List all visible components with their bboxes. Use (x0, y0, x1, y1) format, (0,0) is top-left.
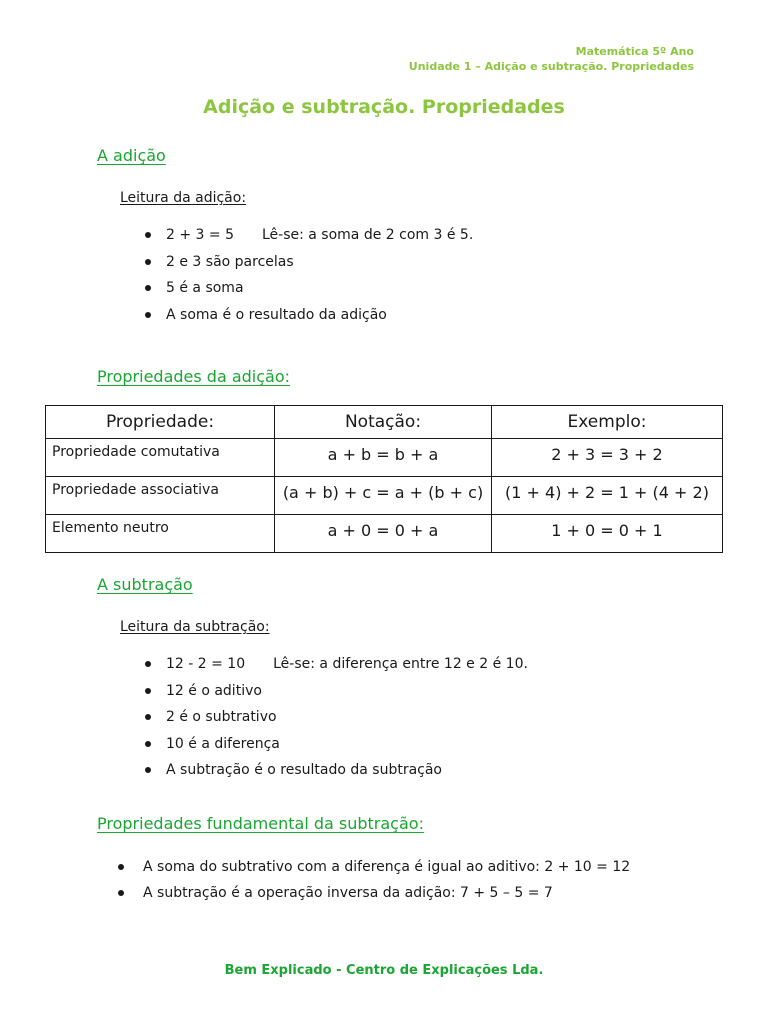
table-row (46, 439, 723, 477)
table-cell-property: Elemento neutro (46, 515, 275, 553)
header-unit: Unidade 1 – Adição e subtração. Propriedades (408, 60, 694, 73)
table-cell-notation: (a + b) + c = a + (b + c) (275, 477, 492, 515)
table-cell-example: 2 + 3 = 3 + 2 (492, 439, 723, 477)
adicao-bullet-list (145, 226, 473, 332)
list-item (145, 279, 473, 306)
properties-table (45, 405, 723, 553)
bullet-text: A soma do subtrativo com a diferença é igual ao aditivo: 2 + 10 = 12 (143, 859, 631, 875)
table-cell-notation: a + b = b + a (275, 439, 492, 477)
table-row (46, 477, 723, 515)
bullet-extra-text: Lê-se: a soma de 2 com 3 é 5. (261, 227, 474, 243)
heading-text: Propriedades fundamental da subtração (97, 814, 419, 833)
bullet-icon (145, 232, 151, 238)
table-cell-property: Propriedade comutativa (46, 439, 275, 477)
page-title: Adição e subtração. Propriedades (203, 96, 565, 118)
table-header-cell: Notação: (275, 406, 492, 439)
list-item (118, 884, 630, 910)
list-item (145, 735, 528, 762)
bullet-icon (118, 890, 124, 896)
heading-suffix: : (284, 367, 291, 386)
table-header-cell: Exemplo: (492, 406, 723, 439)
bullet-text: 12 é o aditivo (166, 682, 262, 699)
section-heading-propriedades-adicao (97, 367, 290, 386)
bullet-text: 2 e 3 são parcelas (166, 253, 294, 270)
propriedades-subtracao-bullet-list (118, 858, 630, 910)
section-heading-propriedades-subtracao (97, 814, 424, 833)
bullet-icon (145, 259, 151, 265)
table-header-row (46, 406, 723, 439)
table-cell-notation: a + 0 = 0 + a (275, 515, 492, 553)
table-row (46, 515, 723, 553)
page-footer: Bem Explicado - Centro de Explicações Lda. (224, 963, 544, 978)
list-item (145, 655, 528, 682)
bullet-text: 5 é a soma (166, 280, 244, 296)
bullet-text: 2 é o subtrativo (166, 709, 277, 725)
list-item (145, 682, 528, 709)
section-heading-adicao: A adição (97, 146, 166, 165)
list-item (145, 253, 473, 280)
heading-suffix: : (418, 814, 424, 833)
bullet-icon (145, 661, 151, 667)
bullet-icon (145, 714, 151, 720)
bullet-text: A subtração é o resultado da subtração (166, 762, 443, 778)
leitura-adicao-label: Leitura da adição: (120, 190, 247, 206)
list-item (145, 306, 473, 333)
bullet-text: 2 + 3 = 5 (166, 227, 234, 243)
bullet-icon (118, 864, 124, 870)
bullet-text: A subtração é a operação inversa da adição: 7 + 5 – 5 = 7 (143, 885, 553, 901)
list-item (118, 858, 630, 884)
list-item (145, 226, 473, 253)
bullet-icon (145, 688, 151, 694)
bullet-text: A soma é o resultado da adição (166, 306, 387, 323)
list-item (145, 761, 528, 788)
table-cell-example: (1 + 4) + 2 = 1 + (4 + 2) (492, 477, 723, 515)
bullet-text: 10 é a diferença (166, 735, 280, 752)
bullet-icon (145, 312, 151, 318)
leitura-subtracao-label: Leitura da subtração: (120, 619, 270, 635)
subtracao-bullet-list (145, 655, 528, 788)
heading-text: Propriedades da adição (97, 367, 285, 386)
table-cell-property: Propriedade associativa (46, 477, 275, 515)
table-header-cell: Propriedade: (46, 406, 275, 439)
bullet-icon (145, 767, 151, 773)
section-heading-subtracao: A subtração (97, 575, 193, 594)
header-subject: Matemática 5º Ano (575, 45, 694, 58)
bullet-icon (145, 741, 151, 747)
bullet-text: 12 - 2 = 10 (166, 656, 246, 672)
bullet-icon (145, 285, 151, 291)
bullet-extra-text: Lê-se: a diferença entre 12 e 2 é 10. (273, 656, 528, 672)
list-item (145, 708, 528, 735)
table-cell-example: 1 + 0 = 0 + 1 (492, 515, 723, 553)
